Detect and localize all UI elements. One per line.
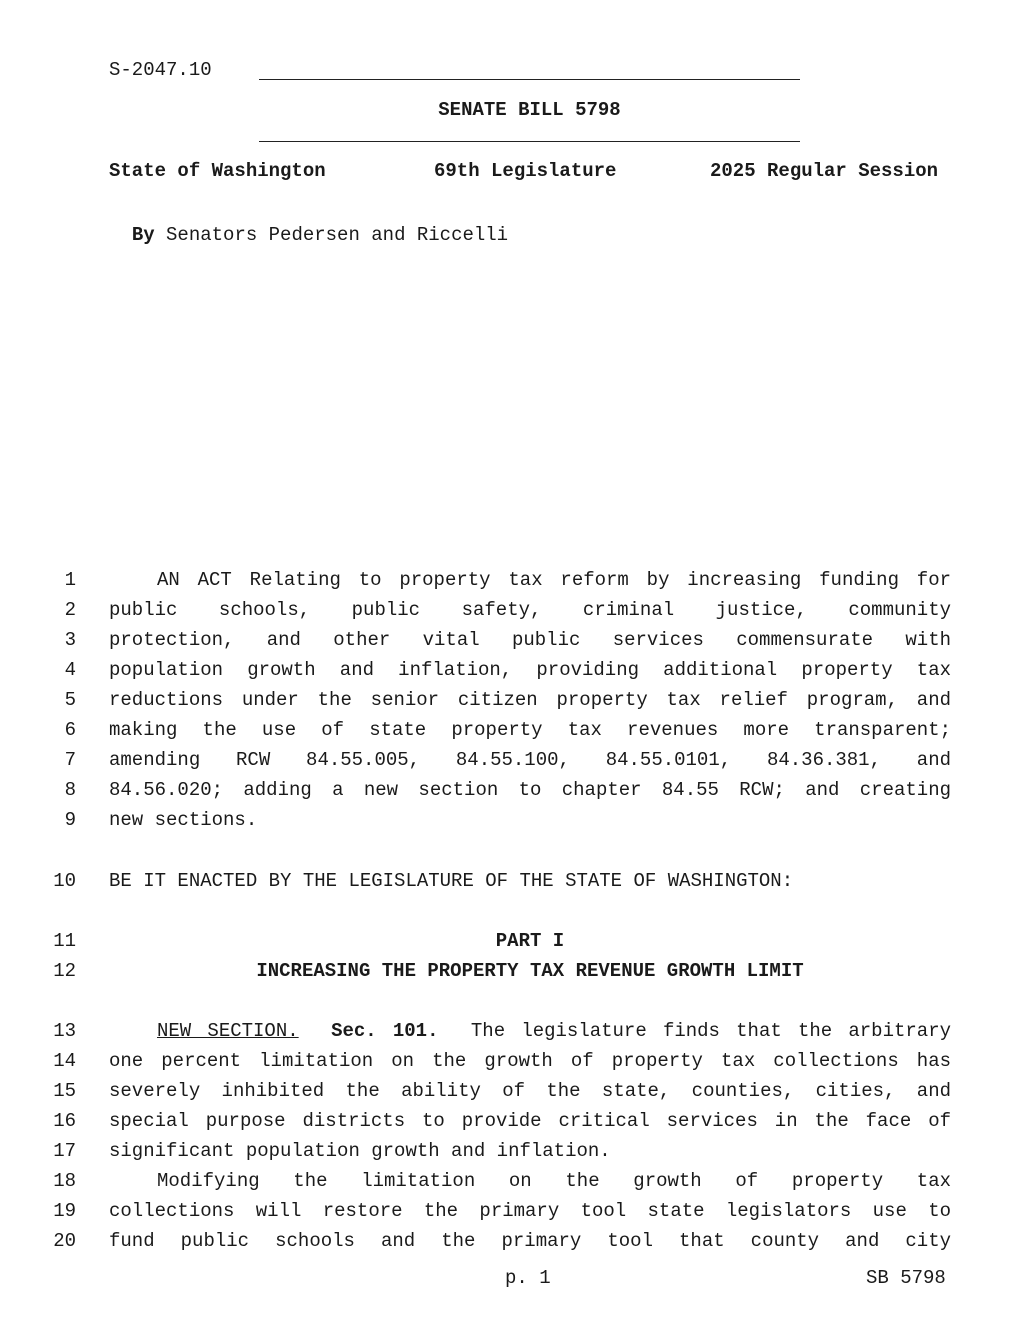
document-id: S-2047.10 — [109, 59, 212, 81]
part-heading: PART I — [495, 930, 565, 952]
line-number: 13 — [53, 1020, 76, 1042]
legislature-number: 69th Legislature — [434, 160, 617, 182]
section-text-line: one percent limitation on the growth of property tax collections has — [109, 1050, 951, 1072]
section-text: The legislature finds that the arbitrary — [470, 1020, 952, 1042]
act-text-line: new sections. — [109, 809, 258, 831]
act-text-line: reductions under the senior citizen property tax relief program, and — [109, 689, 951, 711]
section-text-line: significant population growth and inflation. — [109, 1140, 611, 1162]
page-number: p. 1 — [505, 1267, 551, 1289]
line-number: 8 — [64, 779, 76, 801]
section-text-line: collections will restore the primary tool state legislators use to — [109, 1200, 951, 1222]
line-number: 4 — [64, 659, 76, 681]
section-text-line: fund public schools and the primary tool that county and city — [109, 1230, 951, 1252]
act-text-line: 84.56.020; adding a new section to chapter 84.55 RCW; and creating — [109, 779, 951, 801]
line-number: 18 — [53, 1170, 76, 1192]
line-number: 7 — [64, 749, 76, 771]
act-text-line: making the use of state property tax revenues more transparent; — [109, 719, 951, 741]
section-text-line: severely inhibited the ability of the state, counties, cities, and — [109, 1080, 951, 1102]
line-number: 5 — [64, 689, 76, 711]
line-number: 1 — [64, 569, 76, 591]
line-number: 10 — [53, 870, 76, 892]
section-text-line: Modifying the limitation on the growth of property tax — [157, 1170, 951, 1192]
act-text-line: amending RCW 84.55.005, 84.55.100, 84.55.0101, 84.36.381, and — [109, 749, 951, 771]
header-rule-top — [259, 79, 800, 80]
act-text-line: protection, and other vital public services commensurate with — [109, 629, 951, 651]
enacting-clause: BE IT ENACTED BY THE LEGISLATURE OF THE STATE OF WASHINGTON: — [109, 870, 794, 892]
line-number: 12 — [53, 960, 76, 982]
sponsor-line — [109, 199, 508, 247]
line-number: 3 — [64, 629, 76, 651]
line-number: 17 — [53, 1140, 76, 1162]
section-number: Sec. 101. — [331, 1020, 439, 1042]
line-number: 20 — [53, 1230, 76, 1252]
act-text-line: population growth and inflation, providing additional property tax — [109, 659, 951, 681]
header-rule-bottom — [259, 141, 800, 142]
line-number: 6 — [64, 719, 76, 741]
line-number: 16 — [53, 1110, 76, 1132]
sponsors: Senators Pedersen and Riccelli — [166, 224, 509, 246]
act-text-line: AN ACT Relating to property tax reform by increasing funding for — [157, 569, 951, 591]
section-101-first-line — [109, 1019, 951, 1043]
by-label: By — [131, 224, 155, 246]
part-title: INCREASING THE PROPERTY TAX REVENUE GROWTH LIMIT — [256, 960, 804, 982]
line-number: 15 — [53, 1080, 76, 1102]
line-number: 9 — [64, 809, 76, 831]
act-text-line: public schools, public safety, criminal justice, community — [109, 599, 951, 621]
line-number: 19 — [53, 1200, 76, 1222]
state-name: State of Washington — [109, 160, 326, 182]
footer-bill-ref: SB 5798 — [866, 1267, 946, 1289]
line-number: 14 — [53, 1050, 76, 1072]
session-name: 2025 Regular Session — [710, 160, 939, 182]
bill-title: SENATE BILL 5798 — [438, 99, 621, 121]
section-text-line: special purpose districts to provide critical services in the face of — [109, 1110, 951, 1132]
line-number: 11 — [53, 930, 76, 952]
line-number: 2 — [64, 599, 76, 621]
new-section-label: NEW SECTION. — [157, 1020, 299, 1042]
